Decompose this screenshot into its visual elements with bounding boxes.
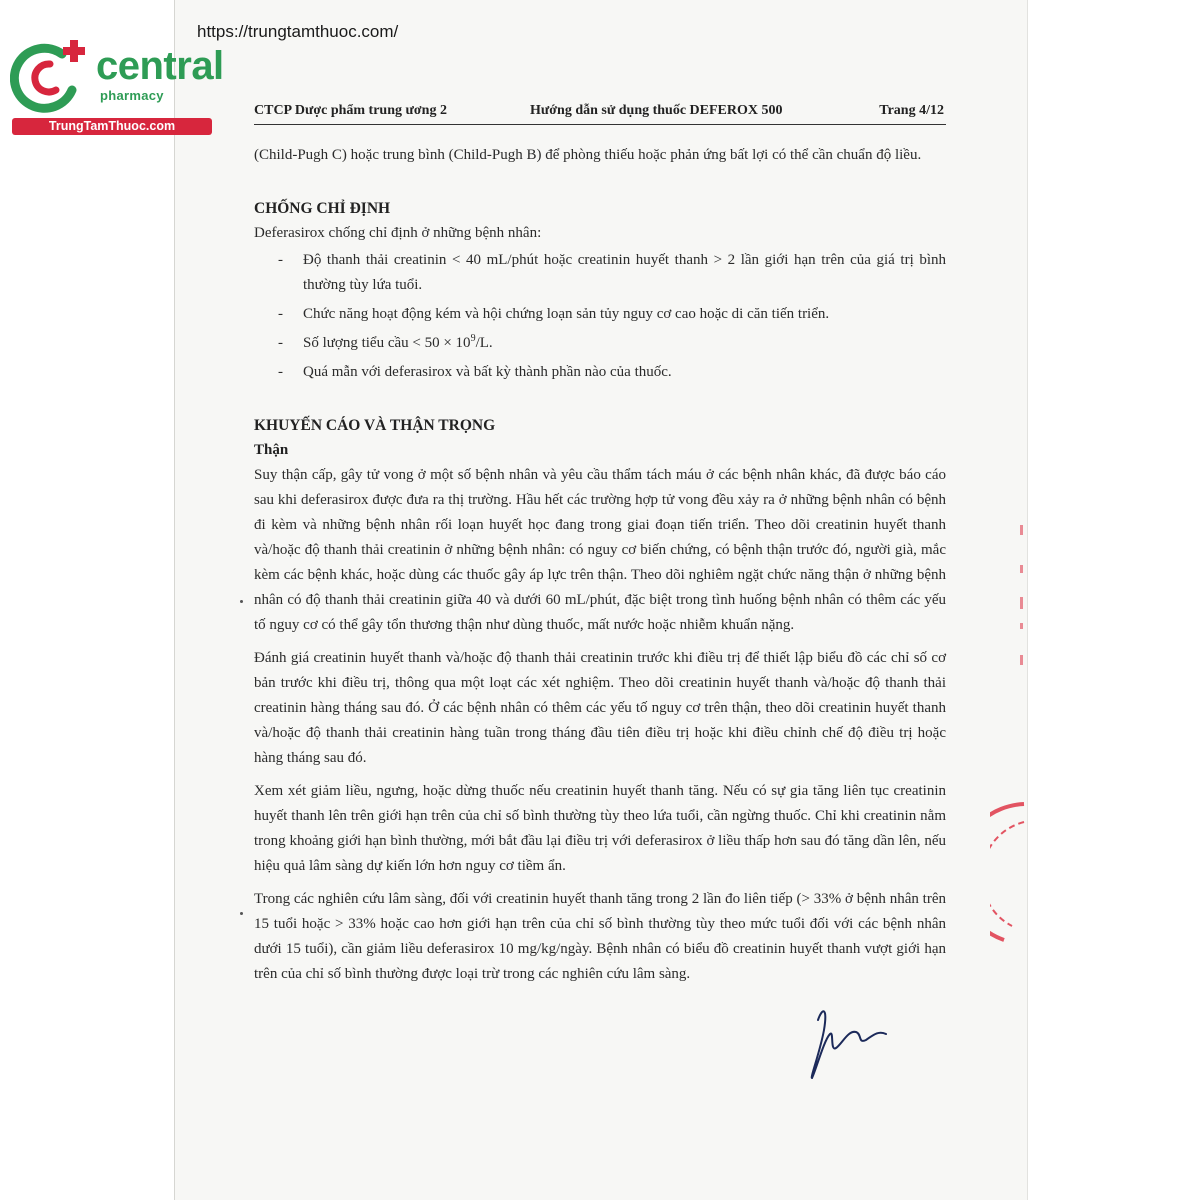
dash-bullet: -	[278, 335, 283, 351]
scan-speck	[240, 600, 243, 603]
margin-stamp-marks	[1014, 525, 1028, 685]
section-title-warnings: KHUYẾN CÁO VÀ THẬN TRỌNG	[254, 417, 496, 434]
section-title-contraindications: CHỐNG CHỈ ĐỊNH	[254, 200, 391, 217]
subsection-title-kidney: Thận	[254, 442, 289, 458]
contraindications-list	[254, 248, 946, 385]
document-body	[254, 143, 946, 995]
signature	[800, 1000, 900, 1085]
dash-bullet: -	[278, 252, 283, 268]
platelet-exponent: 9	[470, 333, 476, 344]
list-item-text: Độ thanh thải creatinin < 40 mL/phút hoặc creatinin huyết thanh > 2 lần giới hạn trên của giá trị bình thường tùy lứa tuổi.	[303, 252, 946, 293]
dash-bullet: -	[278, 364, 283, 380]
warnings-paragraph: Đánh giá creatinin huyết thanh và/hoặc độ thanh thải creatinin trước khi điều trị để thiết lập biểu đồ các chỉ số cơ bản trước khi điều trị, thông qua một loạt các xét nghiệm. Theo dõi creatinin huyết thanh và/hoặc độ thanh thải creatinin hàng tháng sau đó. Ở các bệnh nhân có thêm các yếu tố nguy cơ trên thận, theo dõi creatinin huyết thanh và/hoặc độ thanh thải creatinin hàng tuần trong tháng đầu tiên điều trị hoặc khi điều chỉnh chế độ điều trị hoặc hàng tháng sau đó.	[254, 650, 946, 766]
list-item	[254, 248, 946, 298]
intro-paragraph: (Child-Pugh C) hoặc trung bình (Child-Pugh B) để phòng thiếu hoặc phản ứng bất lợi có thể cần chuẩn độ liều.	[254, 147, 922, 163]
platelet-prefix: Số lượng tiểu cầu < 50 × 10	[303, 335, 471, 351]
company-name: CTCP Dược phẩm trung ương 2	[254, 103, 447, 118]
logo-name: central	[96, 44, 224, 88]
list-item	[254, 331, 946, 356]
central-pharmacy-logo	[8, 38, 224, 138]
list-item-text: Chức năng hoạt động kém và hội chứng loạn sản tủy nguy cơ cao hoặc di căn tiến triển.	[303, 306, 830, 322]
list-item	[254, 360, 946, 385]
source-url[interactable]: https://trungtamthuoc.com/	[197, 22, 399, 41]
pharmacy-cross-icon	[10, 38, 94, 116]
warnings-paragraph: Suy thận cấp, gây tử vong ở một số bệnh nhân và yêu cầu thẩm tách máu ở các bệnh nhân khác, đã được báo cáo sau khi deferasirox được đưa ra thị trường. Hầu hết các trường hợp tử vong đều xảy ra ở những bệnh nhân có bệnh đi kèm và những bệnh nhân rối loạn huyết học đang trong giai đoạn tiến triển. Theo dõi creatinin huyết thanh và/hoặc độ thanh thải creatinin ở những bệnh nhân: có nguy cơ biến chứng, có bệnh thận trước đó, người già, mắc kèm các bệnh khác, hoặc dùng các thuốc gây áp lực trên thận. Theo dõi nghiêm ngặt chức năng thận ở những bệnh nhân có độ thanh thải creatinin giữa 40 và dưới 60 mL/phút, đặc biệt trong tình huống bệnh nhân có thêm các yếu tố nguy cơ có thể gây tổn thương thận như dùng thuốc, mất nước hoặc nhiễm khuẩn nặng.	[254, 467, 946, 633]
platelet-suffix: /L.	[475, 335, 493, 351]
red-seal-fragment	[990, 800, 1026, 950]
header-divider	[254, 124, 946, 125]
logo-subtitle: pharmacy	[100, 88, 164, 103]
scan-speck	[240, 912, 243, 915]
contraindications-lead: Deferasirox chống chỉ định ở những bệnh nhân:	[254, 225, 542, 241]
list-item-text: Quá mẫn với deferasirox và bất kỳ thành phần nào của thuốc.	[303, 364, 672, 380]
logo-domain-bar: TrungTamThuoc.com	[12, 118, 212, 135]
warnings-paragraph: Xem xét giảm liều, ngưng, hoặc dừng thuốc nếu creatinin huyết thanh tăng. Nếu có sự gia tăng liên tục creatinin huyết thanh lên trên giới hạn trên của chỉ số bình thường tùy theo lứa tuổi, cần ngừng thuốc. Chỉ khi creatinin nằm trong khoảng giới hạn bình thường, mới bắt đầu lại điều trị với deferasirox ở liều thấp hơn sau đó tăng dần lên, nếu hiệu quả lâm sàng dự kiến lớn hơn nguy cơ tiềm ẩn.	[254, 783, 946, 874]
document-title: Hướng dẫn sử dụng thuốc DEFEROX 500	[530, 103, 783, 118]
dash-bullet: -	[278, 306, 283, 322]
list-item	[254, 302, 946, 327]
page-number: Trang 4/12	[879, 103, 944, 118]
warnings-paragraph: Trong các nghiên cứu lâm sàng, đối với creatinin huyết thanh tăng trong 2 lần đo liên tiếp (> 33% ở bệnh nhân trên 15 tuổi hoặc > 33% hoặc cao hơn giới hạn trên của chỉ số bình thường tùy theo mức tuổi đối với các bệnh nhân dưới 15 tuổi), cần giảm liều deferasirox 10 mg/kg/ngày. Bệnh nhân có biểu đồ creatinin huyết thanh vượt giới hạn trên của chỉ số bình thường được loại trừ trong các nghiên cứu lâm sàng.	[254, 891, 946, 982]
